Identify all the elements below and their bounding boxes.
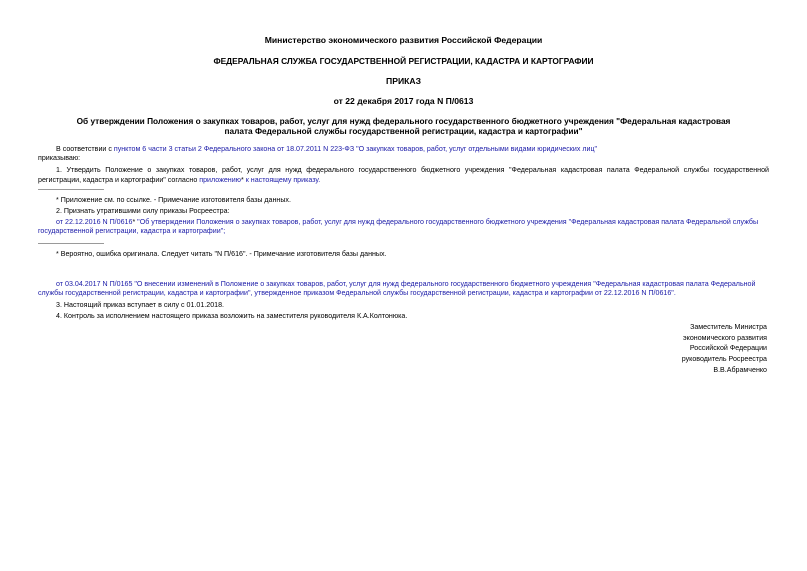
item-1-line-1: 1. Утвердить Положение о закупках товаров, работ, услуг для нужд федерального государственного бюджетного учреждения "Федеральная кадастровая палата Федеральной службы государственной [56,166,769,174]
order-word: приказываю: [38,154,81,162]
signature-line-1: Заместитель Министра [690,323,767,331]
signature-name: В.В.Абрамченко [713,366,767,374]
signature-line-2: экономического развития [683,334,767,342]
order-2017-link[interactable]: от 03.04.2017 N П/0165 [56,280,133,288]
footnote-divider-2 [38,243,104,244]
item-2-sub-a-rest[interactable]: "Об утверждении Положения о закупках товаров, работ, услуг для нужд федерального государственного бюджетного учреждения "Федеральная кадастровая палата Федеральной службы [135,218,759,226]
footnote-1: * Приложение см. по ссылке. - Примечание изготовителя базы данных. [56,196,291,204]
order-2016-link[interactable]: от 22.12.2016 N П/0616 [56,218,133,226]
item-1-line-2 [38,176,320,185]
preamble [56,145,597,154]
signature-line-3: Российской Федерации [689,344,767,352]
item-2-sub-b-line-2[interactable]: службы государственной регистрации, кадастра и картографии", утвержденное приказом Федеральной службы государственной регистрации, кадастра и картографии от 22.12.2016 N П/0616". [38,289,676,297]
date-number-heading: от 22 декабря 2017 года N П/0613 [333,96,474,106]
item-4: 4. Контроль за исполнением настоящего приказа возложить на заместителя руководителя К.А.Колтонюка. [56,312,408,320]
item-2: 2. Признать утратившими силу приказы Росреестра: [56,207,230,215]
ministry-heading: Министерство экономического развития Российской Федерации [264,35,543,45]
footnote-divider-1 [38,189,104,190]
footnote-mark-1: * [240,176,244,184]
signature-line-4: руководитель Росреестра [681,355,767,363]
item-2-sub-a-line-1 [56,218,758,227]
item-1-line-2-suffix[interactable]: к настоящему приказу. [243,176,321,184]
title-line-2: палата Федеральной службы государственной регистрации, кадастра и картографии" [224,126,583,136]
federal-law-link[interactable]: пунктом 6 части 3 статьи 2 Федерального закона от 18.07.2011 N 223-ФЗ "О закупках товаров, работ, услуг отдельными видами юридических лиц" [113,145,598,153]
item-2-sub-a-line-2[interactable]: государственной регистрации, кадастра и картографии"; [38,227,226,235]
footnote-2: * Вероятно, ошибка оригинала. Следует читать "N П/616". - Примечание изготовителя базы данных. [56,250,387,258]
item-1-line-2-prefix: регистрации, кадастра и картографии" согласно [38,176,200,184]
doc-type-heading: ПРИКАЗ [386,76,421,86]
title-line-1: Об утверждении Положения о закупках товаров, работ, услуг для нужд федерального государственного бюджетного учреждения "Федеральная кадастровая [76,116,731,126]
item-3: 3. Настоящий приказ вступает в силу с 01.01.2018. [56,301,225,309]
preamble-prefix: В соответствии с [56,145,114,153]
appendix-link[interactable]: приложению [199,176,241,184]
footnote-mark-2: * [132,218,136,226]
item-2-sub-b-rest[interactable]: "О внесении изменений в Положение о закупках товаров, работ, услуг для нужд федерального государственного бюджетного учреждения "Федеральная кадастровая палата Федеральной [132,280,756,288]
service-heading: ФЕДЕРАЛЬНАЯ СЛУЖБА ГОСУДАРСТВЕННОЙ РЕГИСТРАЦИИ, КАДАСТРА И КАРТОГРАФИИ [213,56,594,66]
item-2-sub-b-line-1 [56,280,755,289]
